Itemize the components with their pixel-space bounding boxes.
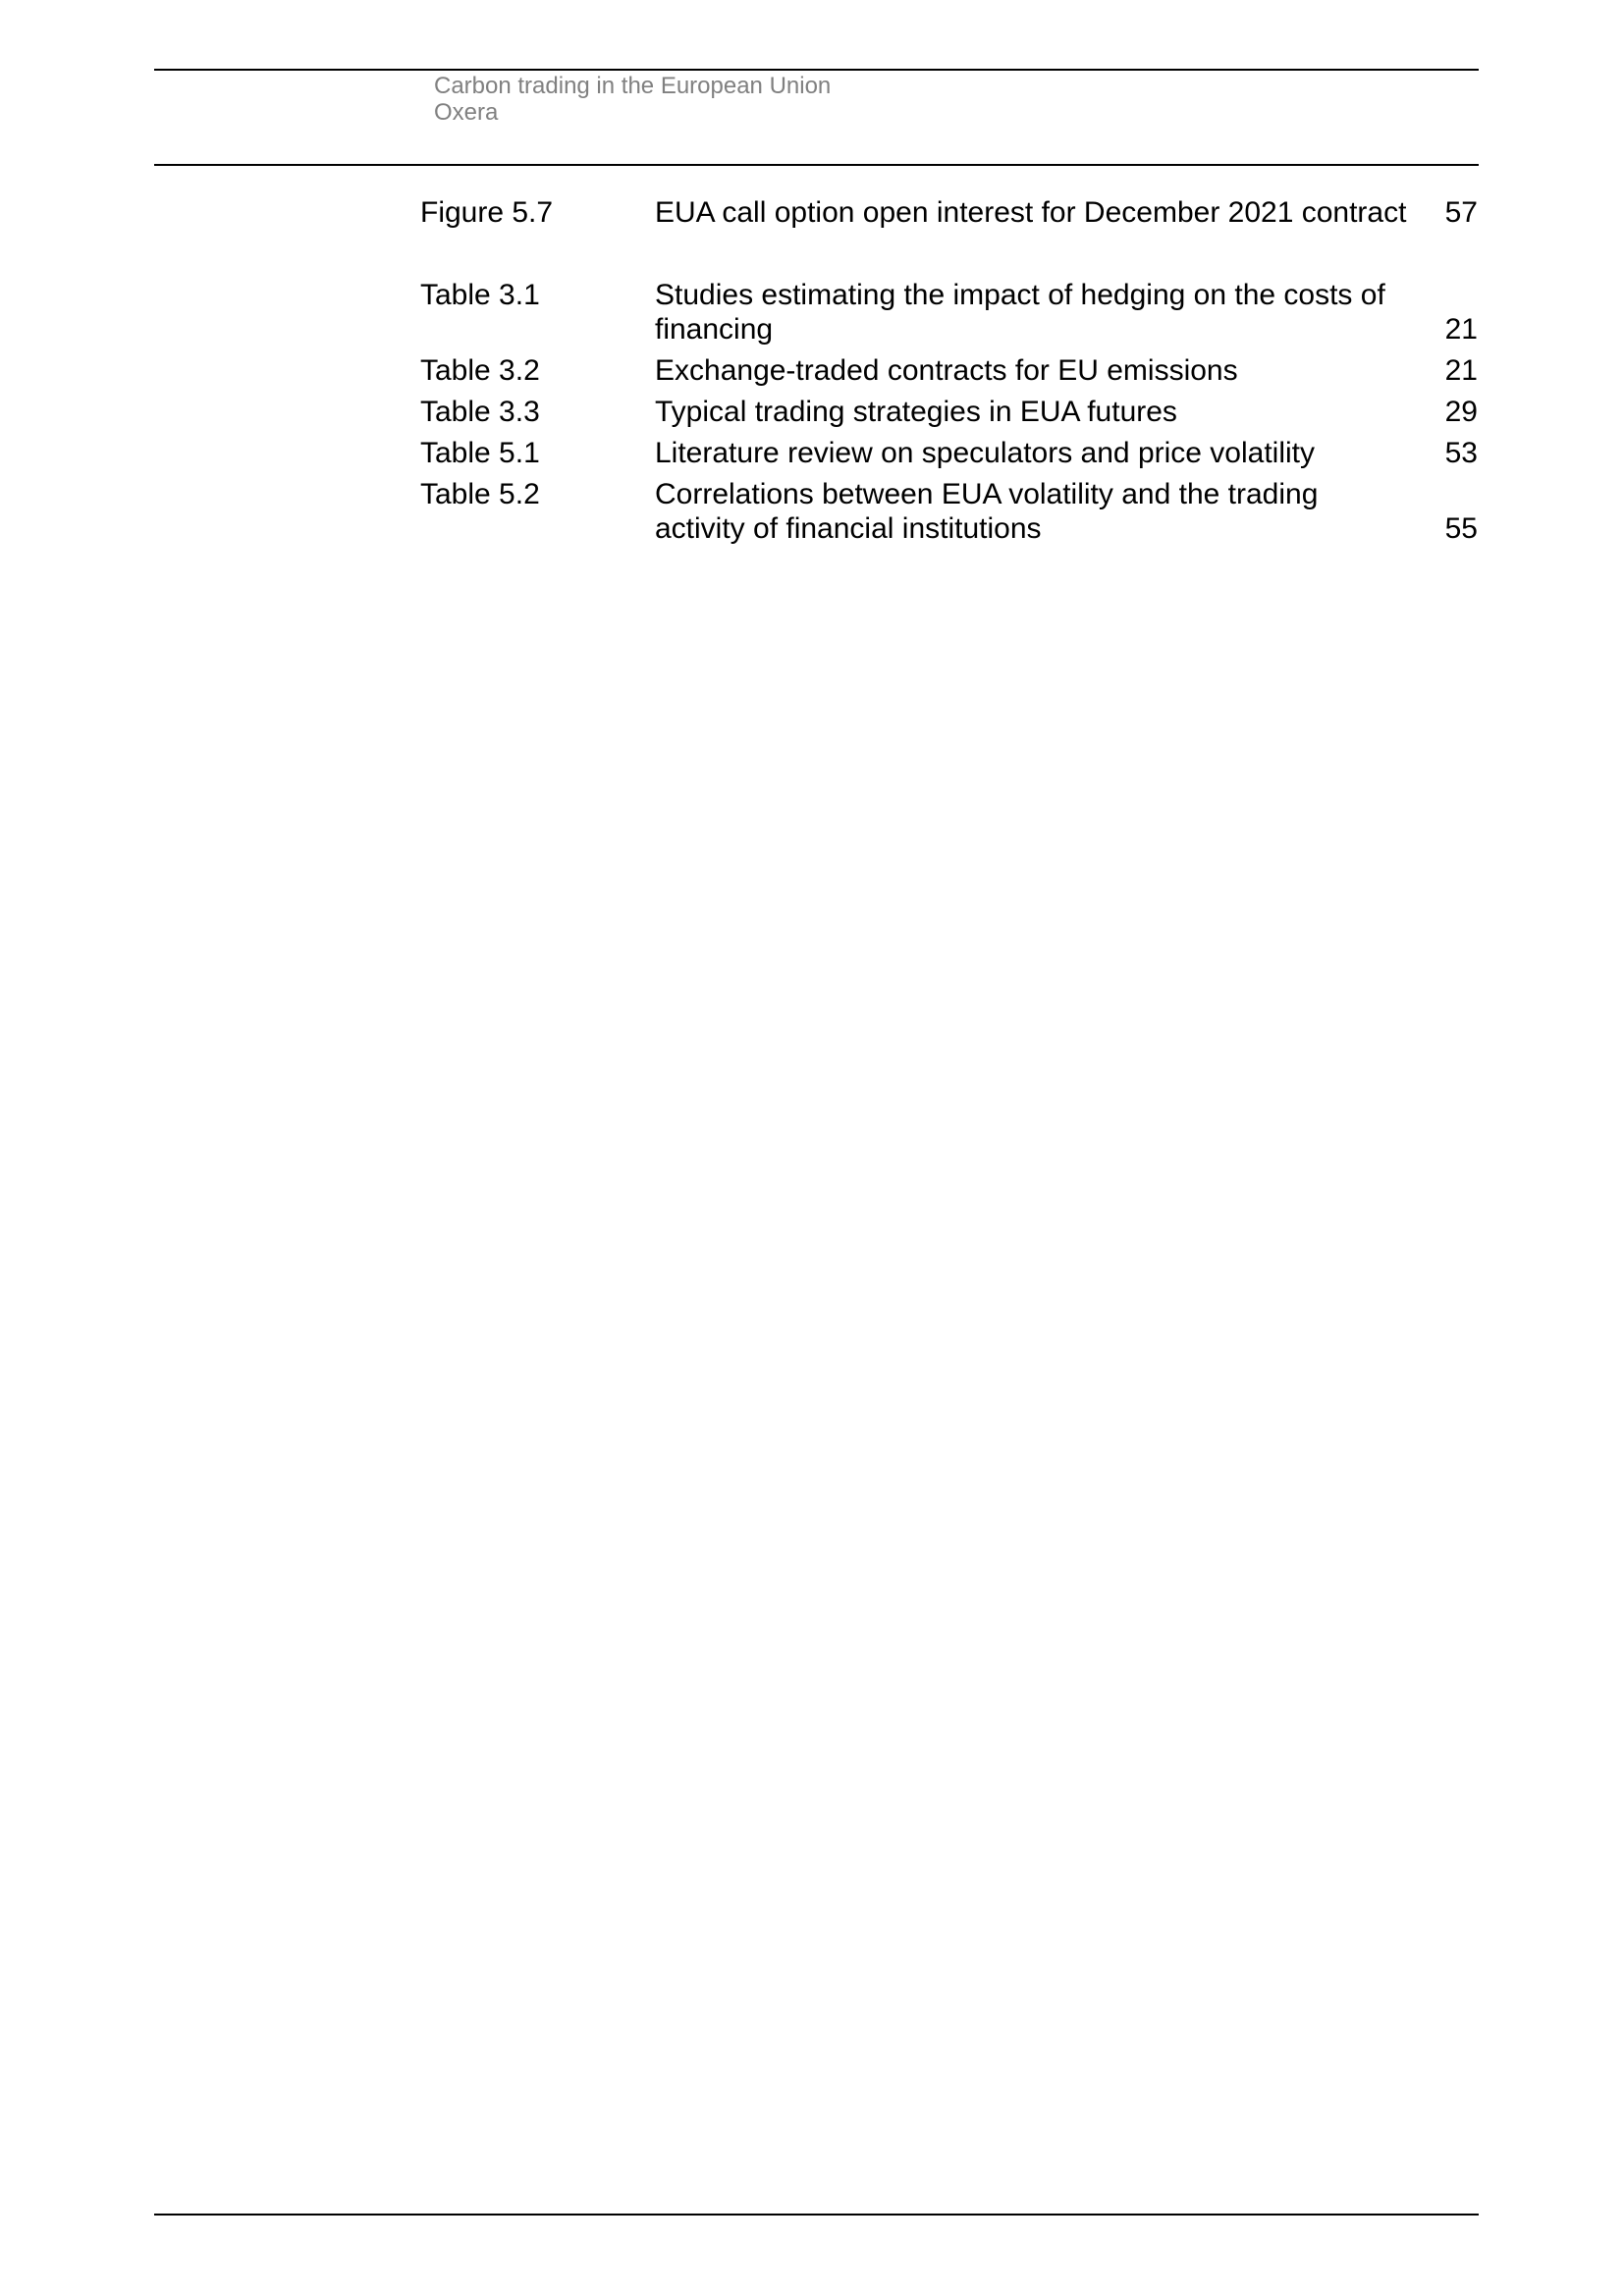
toc-entry-label: Table 3.2 [420, 354, 540, 387]
toc-entry-title: Exchange-traded contracts for EU emissions [655, 354, 1238, 387]
toc-entry-page: 21 [1444, 313, 1478, 346]
list-of-figures-and-tables [420, 195, 1478, 553]
toc-entry-page: 53 [1444, 437, 1478, 469]
toc-entry-table-3-3[interactable] [420, 395, 1478, 429]
toc-entry-page: 57 [1444, 196, 1478, 229]
toc-entry-table-5-2[interactable] [420, 477, 1478, 546]
toc-entry-table-3-2[interactable] [420, 353, 1478, 388]
toc-entry-label: Table 5.2 [420, 478, 540, 510]
toc-entry-label: Table 5.1 [420, 437, 540, 469]
header-top-rule [154, 69, 1479, 71]
toc-entry-title: Studies estimating the impact of hedging on the costs of financing [655, 279, 1385, 346]
footer-rule [154, 2214, 1479, 2216]
toc-entry-table-5-1[interactable] [420, 436, 1478, 470]
toc-entry-title: EUA call option open interest for December 2021 contract [655, 196, 1407, 229]
running-header [434, 73, 831, 126]
toc-entry-label: Table 3.1 [420, 279, 540, 311]
header-document-title: Carbon trading in the European Union [434, 73, 832, 99]
toc-entry-figure-5-7[interactable] [420, 195, 1478, 230]
toc-entry-title: Typical trading strategies in EUA futures [655, 396, 1177, 428]
toc-entry-page: 21 [1444, 354, 1478, 387]
toc-entry-table-3-1[interactable] [420, 278, 1478, 347]
toc-entry-label: Figure 5.7 [420, 196, 554, 229]
toc-entry-page: 55 [1444, 512, 1478, 545]
toc-entry-page: 29 [1444, 396, 1478, 428]
toc-entry-title: Correlations between EUA volatility and the trading activity of financial institutions [655, 478, 1319, 545]
toc-entry-label: Table 3.3 [420, 396, 540, 428]
header-bottom-rule [154, 164, 1479, 166]
header-organization: Oxera [434, 99, 499, 126]
toc-entry-title: Literature review on speculators and price volatility [655, 437, 1315, 469]
